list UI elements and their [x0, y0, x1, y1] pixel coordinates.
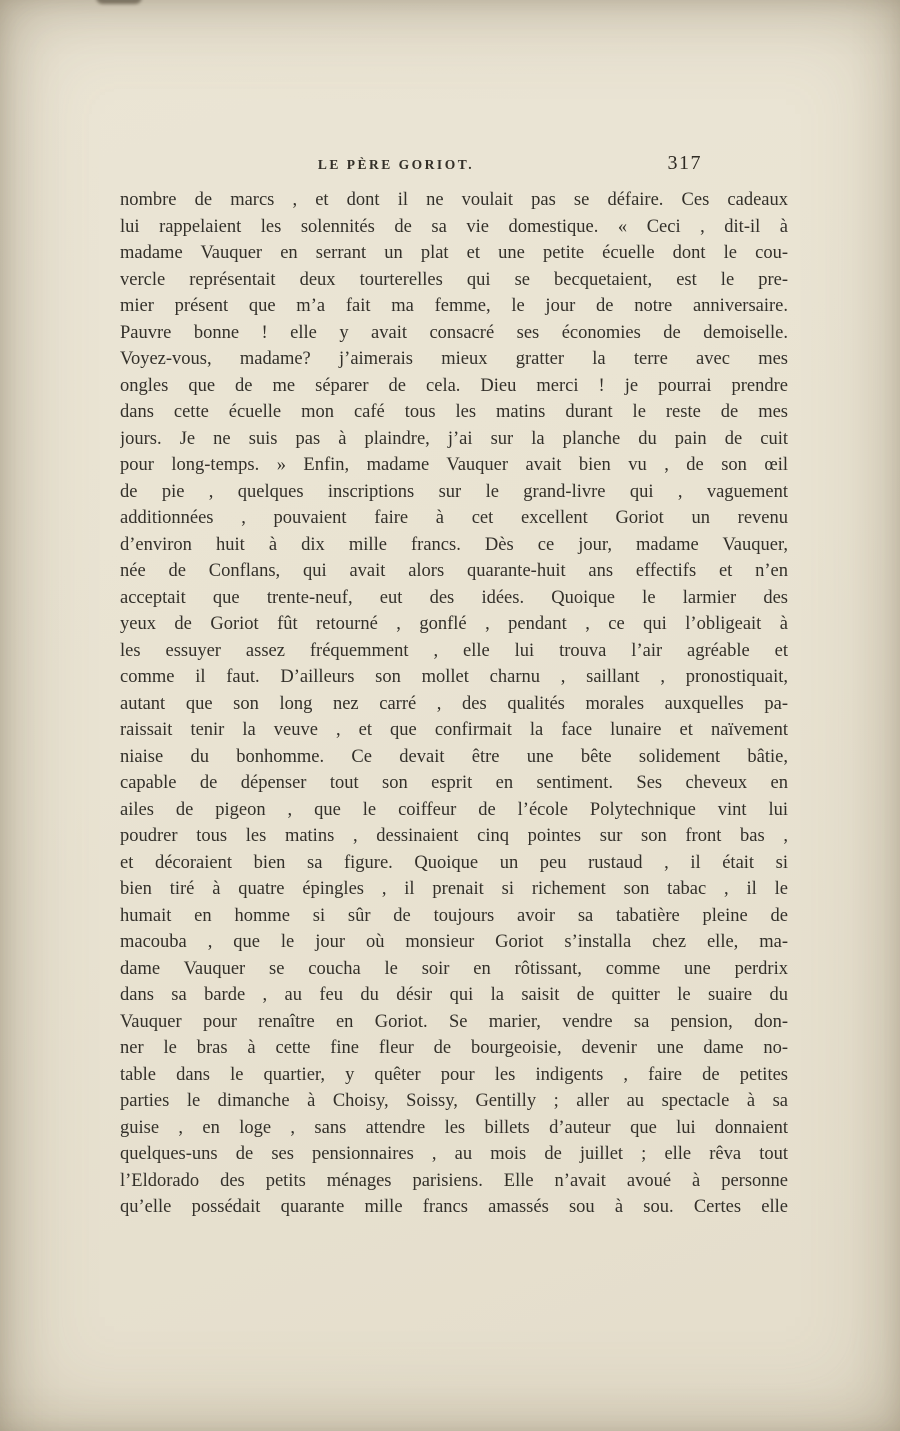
text-line: de pie , quelques inscriptions sur le grand-livre qui , vaguement — [120, 481, 788, 502]
text-line: jours. Je ne suis pas à plaindre, j’ai sur la planche du pain de cuit — [120, 428, 788, 449]
text-line: d’environ huit à dix mille francs. Dès ce jour, madame Vauquer, — [120, 534, 788, 555]
text-line: humait en homme si sûr de toujours avoir sa tabatière pleine de — [120, 905, 788, 926]
text-line: née de Conflans, qui avait alors quarante-huit ans effectifs et n’en — [120, 561, 788, 581]
text-line: les essuyer assez fréquemment , elle lui trouva l’air agréable et — [120, 640, 788, 661]
page-header-title: LE PÈRE GORIOT. — [317, 157, 475, 172]
text-line: macouba , que le jour où monsieur Goriot s’installa chez elle, ma- — [120, 932, 788, 952]
text-line: lui rappelaient les solennités de sa vie domestique. « Ceci , dit-il à — [120, 216, 788, 237]
running-header — [120, 152, 788, 182]
text-line: dans cette écuelle mon café tous les matins durant le reste de mes — [120, 402, 788, 422]
text-line: dame Vauquer se coucha le soir en rôtissant, comme une perdrix — [120, 958, 788, 979]
text-line: guise , en loge , sans attendre les billets d’auteur que lui donnaient — [120, 1117, 788, 1138]
page-number: 317 — [667, 152, 702, 174]
text-line: parties le dimanche à Choisy, Soissy, Gentilly ; aller au spectacle à sa — [120, 1091, 788, 1111]
text-line: autant que son long nez carré , des qualités morales auxquelles pa- — [120, 693, 788, 714]
text-line: comme il faut. D’ailleurs son mollet charnu , saillant , pronostiquait, — [120, 667, 788, 687]
text-line: niaise du bonhomme. Ce devait être une bête solidement bâtie, — [120, 746, 788, 767]
text-line: Vauquer pour renaître en Goriot. Se marier, vendre sa pension, don- — [120, 1011, 788, 1032]
text-line: quelques-uns de ses pensionnaires , au mois de juillet ; elle rêva tout — [120, 1144, 788, 1164]
text-line: table dans le quartier, y quêter pour les indigents , faire de petites — [120, 1064, 788, 1085]
text-line: capable de dépenser tout son esprit en sentiment. Ses cheveux en — [120, 773, 788, 793]
text-line: additionnées , pouvaient faire à cet excellent Goriot un revenu — [120, 508, 788, 528]
text-line: pour long-temps. » Enfin, madame Vauquer avait bien vu , de son œil — [120, 455, 788, 475]
text-line: l’Eldorado des petits ménages parisiens. Elle n’avait avoué à personne — [120, 1170, 788, 1191]
text-line: et décoraient bien sa figure. Quoique un peu rustaud , il était si — [120, 852, 788, 873]
text-line: acceptait que trente-neuf, eut des idées. Quoique le larmier des — [120, 587, 788, 608]
text-line: dans sa barde , au feu du désir qui la saisit de quitter le suaire du — [120, 985, 788, 1005]
text-line: yeux de Goriot fût retourné , gonflé , pendant , ce qui l’obligeait à — [120, 614, 788, 634]
text-line: raissait tenir la veuve , et que confirmait la face lunaire et naïvement — [120, 720, 788, 740]
text-line: poudrer tous les matins , dessinaient cinq pointes sur son front bas , — [120, 826, 788, 846]
text-line: vercle représentait deux tourterelles qui se becquetaient, est le pre- — [120, 269, 788, 290]
text-line: Voyez-vous, madame? j’aimerais mieux gratter la terre avec mes — [120, 349, 788, 369]
text-line: bien tiré à quatre épingles , il prenait si richement son tabac , il le — [120, 879, 788, 899]
text-line: Pauvre bonne ! elle y avait consacré ses économies de demoiselle. — [120, 322, 788, 343]
text-line: ner le bras à cette fine fleur de bourgeoisie, devenir une dame no- — [120, 1038, 788, 1058]
text-line: nombre de marcs , et dont il ne voulait pas se défaire. Ces cadeaux — [120, 190, 788, 210]
body-text — [120, 187, 788, 1221]
text-line: ongles que de me séparer de cela. Dieu merci ! je pourrai prendre — [120, 375, 788, 396]
text-line: madame Vauquer en serrant un plat et une petite écuelle dont le cou- — [120, 243, 788, 263]
text-line: qu’elle possédait quarante mille francs amassés sou à sou. Certes elle — [120, 1197, 788, 1217]
text-line: mier présent que m’a fait ma femme, le jour de notre anniversaire. — [120, 296, 788, 316]
text-line: ailes de pigeon , que le coiffeur de l’école Polytechnique vint lui — [120, 799, 788, 820]
scan-edge-artifact — [96, 0, 142, 4]
